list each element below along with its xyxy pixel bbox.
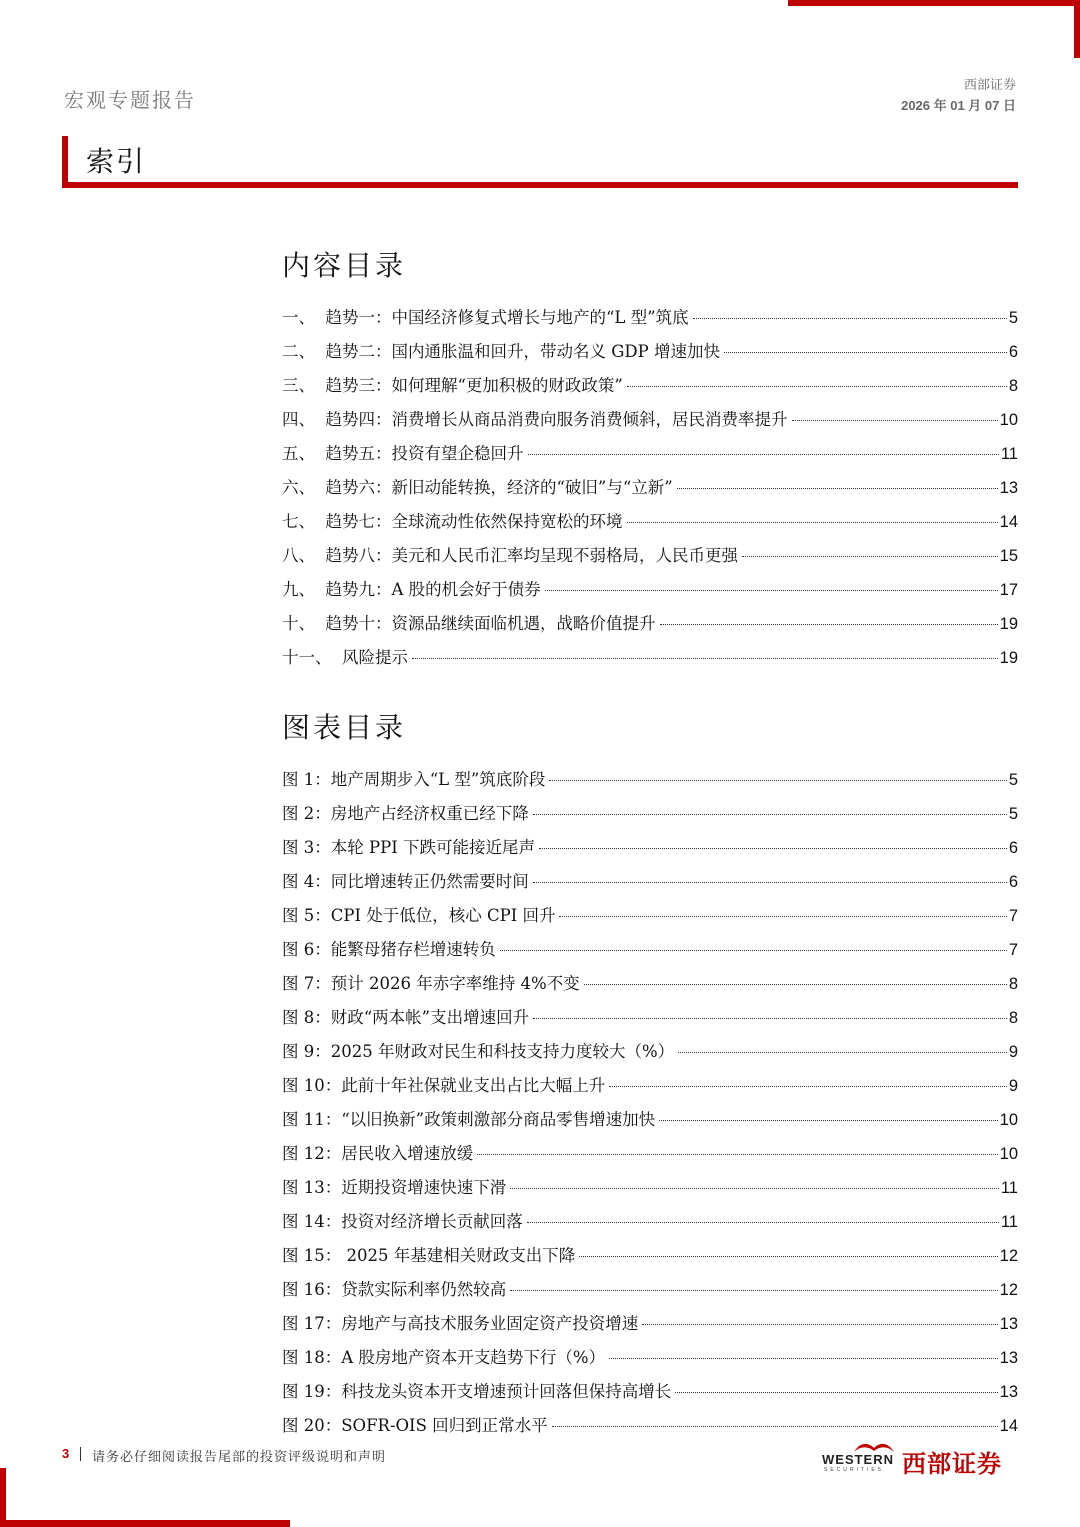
contents-entry[interactable] <box>282 440 1018 474</box>
section-header <box>62 136 1018 188</box>
dot-leader <box>545 590 998 591</box>
dot-leader <box>742 556 998 557</box>
figure-entry-number: 图 16： <box>282 1280 342 1299</box>
figure-entry-number: 图 5： <box>282 906 331 925</box>
dot-leader <box>412 658 998 659</box>
section-title: 索引 <box>86 145 147 178</box>
figure-entry-title: 能繁母猪存栏增速转负 <box>330 940 496 959</box>
header-company: 西部证券 <box>963 78 1016 93</box>
contents-entry-title: 趋势四：消费增长从商品消费向服务消费倾斜，居民消费率提升 <box>325 410 788 429</box>
dot-leader <box>675 1392 997 1393</box>
figure-entry-title: 科技龙头资本开支增速预计回落但保持高增长 <box>341 1382 672 1401</box>
contents-entry[interactable] <box>282 474 1018 508</box>
dot-leader <box>584 984 1007 985</box>
dot-leader <box>559 916 1006 917</box>
figure-entry-title: 2025 年财政对民生和科技支持力度较大（%） <box>330 1042 675 1061</box>
figure-entry-title: 预计 2026 年赤字率维持 4%不变 <box>330 974 580 993</box>
dot-leader <box>659 1120 998 1121</box>
figure-entry-number: 图 15： <box>282 1246 342 1265</box>
figure-entry-page: 5 <box>1008 771 1018 789</box>
dot-leader <box>528 454 999 455</box>
figure-entry-number: 图 20： <box>282 1416 342 1435</box>
contents-entry-title: 趋势八：美元和人民币汇率均呈现不弱格局，人民币更强 <box>325 546 738 565</box>
contents-entry-page: 19 <box>999 649 1018 667</box>
dot-leader <box>533 1018 1007 1019</box>
corner-decoration-bottom-horizontal <box>0 1520 290 1527</box>
figure-entry-title: 此前十年社保就业支出占比大幅上升 <box>341 1076 606 1095</box>
figure-entry[interactable] <box>282 868 1018 902</box>
figure-entry-title: 本轮 PPI 下跌可能接近尾声 <box>330 838 535 857</box>
contents-entry-title: 趋势五：投资有望企稳回升 <box>325 444 524 463</box>
dot-leader <box>579 1256 997 1257</box>
figure-entry-page: 5 <box>1008 805 1018 823</box>
figure-entry[interactable] <box>282 936 1018 970</box>
dot-leader <box>500 950 1007 951</box>
contents-entry-page: 13 <box>999 479 1018 497</box>
footer-separator <box>80 1447 81 1461</box>
figure-entry-number: 图 6： <box>282 940 331 959</box>
figure-entry-number: 图 12： <box>282 1144 342 1163</box>
dot-leader <box>510 1188 999 1189</box>
dot-leader <box>792 420 998 421</box>
figure-entry-page: 9 <box>1008 1077 1018 1095</box>
figure-entry-title: “以旧换新”政策刺激部分商品零售增速加快 <box>341 1110 656 1129</box>
figure-entry-page: 11 <box>1000 1179 1018 1197</box>
figure-entry[interactable] <box>282 1276 1018 1310</box>
corner-decoration-top-vertical <box>1074 0 1080 58</box>
figure-entry[interactable] <box>282 1038 1018 1072</box>
figure-entry-page: 8 <box>1008 1009 1018 1027</box>
dot-leader <box>660 624 998 625</box>
dot-leader <box>724 352 1007 353</box>
figure-entry[interactable] <box>282 1106 1018 1140</box>
contents-entry-title: 趋势三：如何理解“更加积极的财政政策” <box>325 376 623 395</box>
figure-entry-page: 10 <box>999 1145 1018 1163</box>
contents-entry[interactable] <box>282 406 1018 440</box>
dot-leader <box>477 1154 997 1155</box>
figure-entry-page: 6 <box>1008 839 1018 857</box>
dot-leader <box>539 848 1007 849</box>
corner-decoration-bottom-vertical <box>0 1468 6 1527</box>
contents-entry-number: 一、 <box>282 308 326 327</box>
contents-entry-number: 二、 <box>282 342 326 361</box>
figure-entry[interactable] <box>282 902 1018 936</box>
contents-entry-number: 四、 <box>282 410 326 429</box>
contents-entry[interactable] <box>282 542 1018 576</box>
contents-list <box>282 304 1018 678</box>
figure-entry-title: 地产周期步入“L 型”筑底阶段 <box>330 770 546 789</box>
figure-entry-page: 10 <box>999 1111 1018 1129</box>
figure-entry-number: 图 19： <box>282 1382 342 1401</box>
figure-entry-title: CPI 处于低位，核心 CPI 回升 <box>330 906 556 925</box>
figure-entry[interactable] <box>282 1140 1018 1174</box>
figure-entry-title: 房地产与高技术服务业固定资产投资增速 <box>341 1314 639 1333</box>
figure-entry-number: 图 7： <box>282 974 331 993</box>
contents-entry[interactable] <box>282 372 1018 406</box>
dot-leader <box>533 814 1007 815</box>
contents-entry-number: 九、 <box>282 580 326 599</box>
contents-entry-title: 趋势六：新旧动能转换，经济的“破旧”与“立新” <box>325 478 673 497</box>
dot-leader <box>552 1426 998 1427</box>
figures-heading: 图表目录 <box>282 711 407 744</box>
contents-entry-page: 10 <box>999 411 1018 429</box>
figure-entry-page: 7 <box>1008 941 1018 959</box>
header-date: 2026 年 01 月 07 日 <box>901 98 1016 113</box>
figure-entry[interactable] <box>282 1242 1018 1276</box>
contents-toc <box>282 244 1018 678</box>
section-bar-left <box>62 136 68 188</box>
dot-leader <box>527 1222 999 1223</box>
figure-entry[interactable] <box>282 834 1018 868</box>
contents-entry-page: 19 <box>999 615 1018 633</box>
contents-entry-title: 趋势十：资源品继续面临机遇，战略价值提升 <box>325 614 656 633</box>
figure-entry[interactable] <box>282 1174 1018 1208</box>
figure-entry-number: 图 11： <box>282 1110 342 1129</box>
figure-entry-number: 图 4： <box>282 872 331 891</box>
dot-leader <box>609 1358 998 1359</box>
contents-entry-title: 趋势一：中国经济修复式增长与地产的“L 型”筑底 <box>325 308 689 327</box>
footer-page-number: 3 <box>62 1446 70 1461</box>
contents-entry-number: 十一、 <box>282 648 342 667</box>
figure-entry-page: 8 <box>1008 975 1018 993</box>
dot-leader <box>677 488 998 489</box>
figure-entry-title: 同比增速转正仍然需要时间 <box>330 872 529 891</box>
figure-entry-page: 13 <box>999 1383 1018 1401</box>
figures-toc <box>282 706 1018 1446</box>
contents-entry-number: 八、 <box>282 546 326 565</box>
figure-entry-number: 图 10： <box>282 1076 342 1095</box>
figure-entry-page: 12 <box>999 1247 1018 1265</box>
contents-entry-page: 14 <box>999 513 1018 531</box>
dot-leader <box>627 522 998 523</box>
contents-entry[interactable] <box>282 304 1018 338</box>
figure-entry[interactable] <box>282 970 1018 1004</box>
logo-chinese: 西部证券 <box>902 1450 1002 1478</box>
contents-entry-title: 风险提示 <box>342 648 408 667</box>
contents-entry-title: 趋势九：A 股的机会好于债券 <box>325 580 541 599</box>
figure-entry-number: 图 3： <box>282 838 331 857</box>
contents-entry-number: 六、 <box>282 478 326 497</box>
figure-entry-title: 财政“两本帐”支出增速回升 <box>330 1008 530 1027</box>
section-bar-underline <box>62 182 1018 188</box>
contents-entry-title: 趋势七：全球流动性依然保持宽松的环境 <box>325 512 623 531</box>
figure-entry-number: 图 9： <box>282 1042 331 1061</box>
logo-english-sub: SECURITIES <box>824 1467 885 1473</box>
figure-entry-page: 14 <box>999 1417 1018 1435</box>
figure-entry-title: SOFR-OIS 回归到正常水平 <box>341 1416 548 1435</box>
contents-entry[interactable] <box>282 338 1018 372</box>
contents-entry[interactable] <box>282 508 1018 542</box>
contents-entry-number: 三、 <box>282 376 326 395</box>
dot-leader <box>549 780 1006 781</box>
dot-leader <box>627 386 1007 387</box>
contents-entry[interactable] <box>282 644 1018 678</box>
report-type: 宏观专题报告 <box>64 88 196 112</box>
dot-leader <box>609 1086 1007 1087</box>
figure-entry-title: 2025 年基建相关财政支出下降 <box>341 1246 576 1265</box>
dot-leader <box>533 882 1007 883</box>
contents-heading: 内容目录 <box>282 249 407 282</box>
figure-entry[interactable] <box>282 1344 1018 1378</box>
contents-entry-number: 十、 <box>282 614 326 633</box>
contents-entry-page: 8 <box>1008 377 1018 395</box>
figure-entry-title: 近期投资增速快速下滑 <box>341 1178 507 1197</box>
corner-decoration-top-horizontal <box>788 0 1080 6</box>
dot-leader <box>678 1052 1007 1053</box>
figures-list <box>282 766 1018 1446</box>
contents-entry-page: 5 <box>1008 309 1018 327</box>
dot-leader <box>510 1290 997 1291</box>
figure-entry-title: 居民收入增速放缓 <box>341 1144 474 1163</box>
figure-entry-page: 13 <box>999 1349 1018 1367</box>
dot-leader <box>642 1324 997 1325</box>
figure-entry-number: 图 18： <box>282 1348 342 1367</box>
figure-entry[interactable] <box>282 1072 1018 1106</box>
figure-entry[interactable] <box>282 1378 1018 1412</box>
figure-entry-page: 6 <box>1008 873 1018 891</box>
footer-disclaimer: 请务必仔细阅读报告尾部的投资评级说明和声明 <box>92 1450 387 1465</box>
figure-entry-page: 11 <box>1000 1213 1018 1231</box>
figure-entry-title: A 股房地产资本开支趋势下行（%） <box>341 1348 606 1367</box>
figure-entry[interactable] <box>282 766 1018 800</box>
contents-entry-page: 6 <box>1008 343 1018 361</box>
figure-entry-number: 图 14： <box>282 1212 342 1231</box>
figure-entry[interactable] <box>282 1310 1018 1344</box>
contents-entry[interactable] <box>282 610 1018 644</box>
figure-entry-page: 7 <box>1008 907 1018 925</box>
figure-entry-number: 图 1： <box>282 770 331 789</box>
figure-entry[interactable] <box>282 1208 1018 1242</box>
figure-entry-page: 13 <box>999 1315 1018 1333</box>
logo-english: WESTERN <box>822 1452 894 1467</box>
company-logo <box>822 1440 1018 1476</box>
contents-entry-number: 五、 <box>282 444 326 463</box>
figure-entry-title: 投资对经济增长贡献回落 <box>341 1212 523 1231</box>
figure-entry-page: 9 <box>1008 1043 1018 1061</box>
contents-entry-title: 趋势二：国内通胀温和回升，带动名义 GDP 增速加快 <box>325 342 721 361</box>
figure-entry-title: 贷款实际利率仍然较高 <box>341 1280 507 1299</box>
figure-entry-number: 图 2： <box>282 804 331 823</box>
contents-entry-page: 11 <box>1000 445 1018 463</box>
dot-leader <box>693 318 1007 319</box>
figure-entry[interactable] <box>282 800 1018 834</box>
contents-entry-page: 17 <box>999 581 1018 599</box>
figure-entry[interactable] <box>282 1004 1018 1038</box>
figure-entry-title: 房地产占经济权重已经下降 <box>330 804 529 823</box>
header-meta <box>901 74 1016 114</box>
figure-entry-number: 图 13： <box>282 1178 342 1197</box>
figure-entry-page: 12 <box>999 1281 1018 1299</box>
contents-entry-page: 15 <box>999 547 1018 565</box>
contents-entry-number: 七、 <box>282 512 326 531</box>
figure-entry-number: 图 17： <box>282 1314 342 1333</box>
contents-entry[interactable] <box>282 576 1018 610</box>
figure-entry-number: 图 8： <box>282 1008 331 1027</box>
